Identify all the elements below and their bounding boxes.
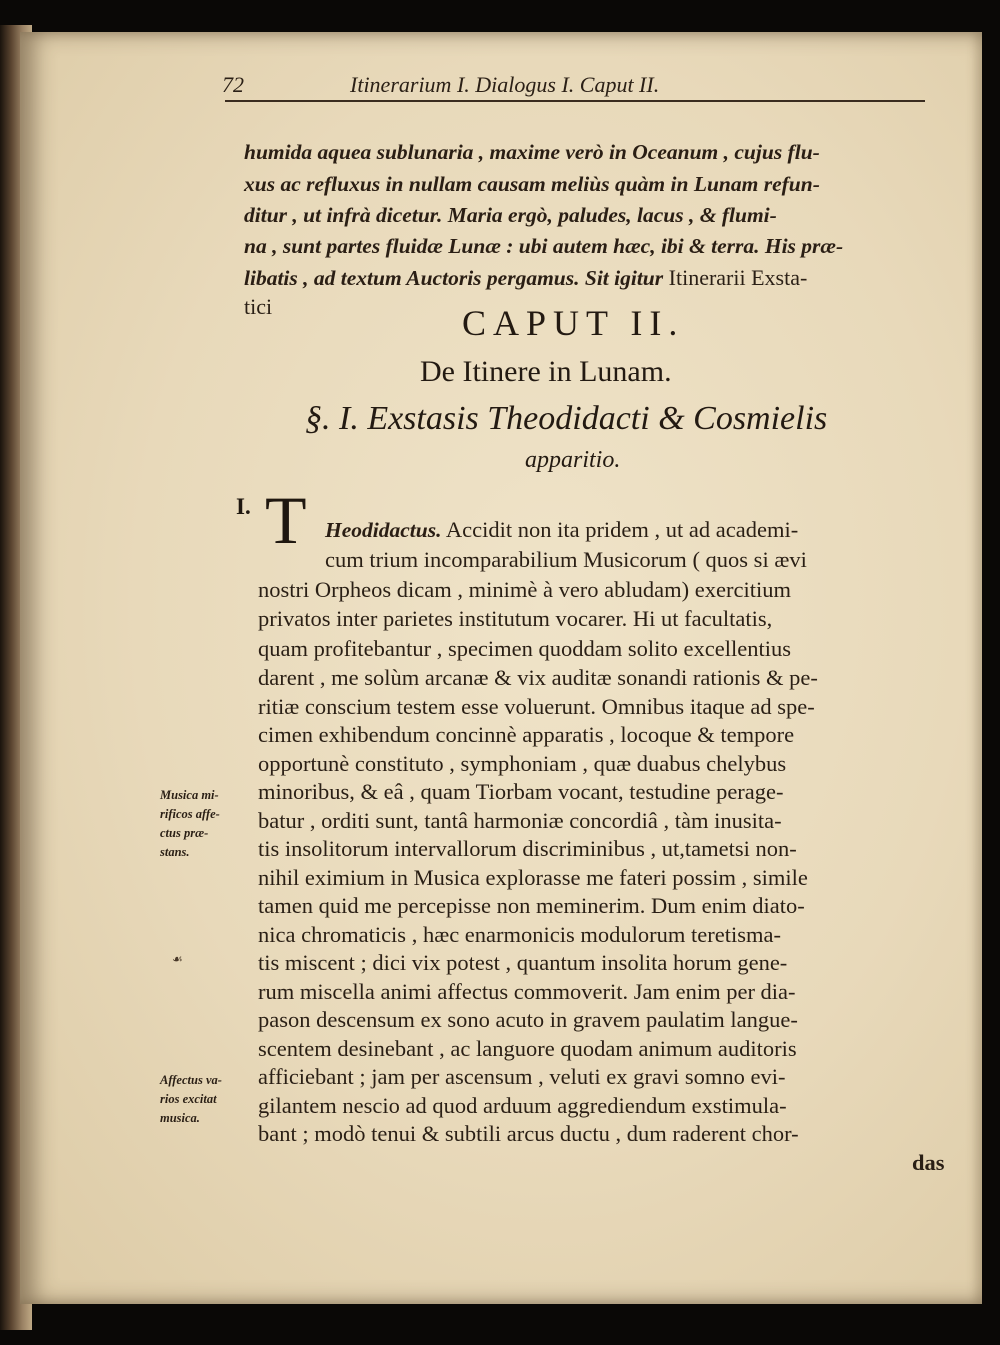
body-line: rum miscella animi affectus commoverit. Jam enim per dia-	[258, 979, 796, 1004]
paragraph-number: I.	[236, 494, 251, 519]
margin-note-affectus	[160, 1071, 222, 1128]
body-line: minoribus, & eâ , quam Tiorbam vocant, testudine perage-	[258, 779, 784, 804]
header-rule	[225, 100, 925, 102]
intro-line: tici	[244, 294, 273, 319]
margin-note-line: musica.	[160, 1111, 200, 1125]
section-heading-continued: apparitio.	[525, 447, 621, 473]
margin-note-line: Musica mi-	[160, 788, 219, 802]
body-line: darent , me solùm arcanæ & vix auditæ sonandi rationis & pe-	[258, 665, 818, 690]
drop-cap: T	[265, 482, 307, 558]
body-line: nica chromaticis , hæc enarmonicis modulorum teretisma-	[258, 922, 781, 947]
intro-line: humida aquea sublunaria , maxime verò in Oceanum , cujus flu-	[244, 140, 820, 164]
margin-note-line: stans.	[160, 845, 190, 859]
body-line: pason descensum ex sono acuto in gravem paulatim langue-	[258, 1007, 798, 1032]
body-line: quam profitebantur , specimen quoddam solito excellentius	[258, 636, 791, 661]
margin-note-line: rios excitat	[160, 1092, 217, 1106]
intro-line-roman: Itinerarii Exsta-	[663, 265, 808, 290]
body-line: tis insolitorum intervallorum discriminibus , ut,tametsi non-	[258, 836, 797, 861]
body-line: bant ; modò tenui & subtili arcus ductu , dum raderent chor-	[258, 1121, 799, 1146]
body-line: gilantem nescio ad quod arduum aggrediendum exstimula-	[258, 1093, 787, 1118]
section-heading: §. I. Exstasis Theodidacti & Cosmielis	[305, 400, 828, 437]
intro-line: ditur , ut infrà dicetur. Maria ergò, paludes, lacus , & flumi-	[244, 203, 777, 227]
body-line: cimen exhibendum concinnè apparatis , locoque & tempore	[258, 722, 795, 747]
body-line: scentem desinebant , ac languore quodam animum auditoris	[258, 1036, 797, 1061]
intro-line	[244, 265, 807, 291]
intro-line-italic: libatis , ad textum Auctoris pergamus. Sit igitur	[244, 266, 664, 290]
body-line: ritiæ conscium testem esse voluerunt. Omnibus itaque ad spe-	[258, 694, 815, 719]
body-line: opportunè constituto , symphoniam , quæ duabus chelybus	[258, 751, 787, 776]
ornament-icon: ☙	[172, 952, 183, 966]
intro-line: xus ac refluxus in nullam causam meliùs quàm in Lunam refun-	[244, 172, 820, 196]
body-line: batur , orditi sunt, tantâ harmoniæ concordiâ , tàm inusita-	[258, 808, 782, 833]
body-line: nihil eximium in Musica explorasse me fateri possim , simile	[258, 865, 808, 890]
body-line-text: Accidit non ita pridem , ut ad academi-	[441, 517, 799, 542]
margin-note-line: Affectus va-	[160, 1073, 222, 1087]
page-number: 72	[222, 72, 244, 97]
body-line: tis miscent ; dici vix potest , quantum insolita horum gene-	[258, 950, 788, 975]
intro-line: na , sunt partes fluidæ Lunæ : ubi autem hæc, ibi & terra. His præ-	[244, 234, 844, 258]
running-head	[222, 72, 659, 98]
chapter-title: CAPUT II.	[462, 303, 685, 343]
margin-note-music	[160, 786, 220, 862]
body-line: afficiebant ; jam per ascensum , veluti ex gravi somno evi-	[258, 1064, 786, 1089]
speaker-name: Heodidactus.	[325, 518, 442, 542]
body-first-line	[325, 517, 798, 543]
margin-note-line: ctus præ-	[160, 826, 209, 840]
body-line: nostri Orpheos dicam , minimè à vero abludam) exercitium	[258, 577, 791, 602]
body-line: privatos inter parietes institutum vocarer. Hi ut facultatis,	[258, 606, 773, 631]
catchword: das	[912, 1150, 945, 1175]
margin-note-line: rificos affe-	[160, 807, 220, 821]
body-line: tamen quid me percepisse non meminerim. Dum enim diato-	[258, 893, 805, 918]
chapter-subtitle: De Itinere in Lunam.	[420, 355, 672, 388]
body-line: cum trium incomparabilium Musicorum ( quos si ævi	[325, 547, 807, 572]
running-head-title: Itinerarium I. Dialogus I. Caput II.	[350, 72, 660, 97]
